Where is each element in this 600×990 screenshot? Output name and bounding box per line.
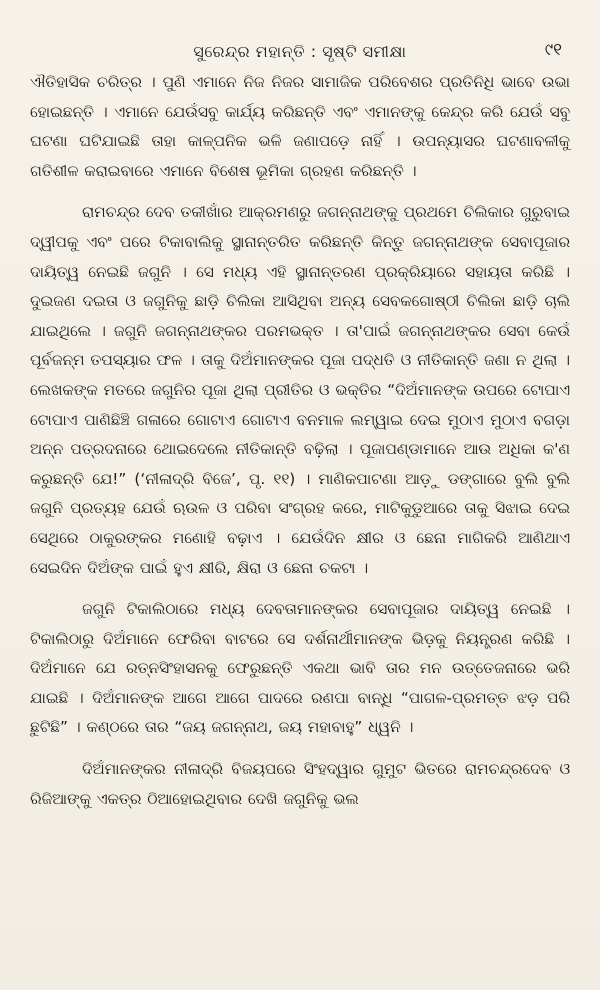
page-header <box>30 38 570 68</box>
running-title: ସୁରେନ୍ଦ୍ର ମହାନ୍ତି : ସୃଷ୍ଟି ସମୀକ୍ଷା <box>193 42 407 61</box>
paragraph-1: ଐତିହାସିକ ଚରିତ୍ର । ପୁଣି ଏମାନେ ନିଜ ନିଜର ସାମାଜିକ ପରିବେଶର ପ୍ରତିନିଧି ଭାବେ ଉଭା ହୋଇଛନ୍ତି । ଏମାନେ ଯେଉଁସବୁ କାର୍ଯ୍ୟ କରିଛନ୍ତି ଏବଂ ଏମାନଙ୍କୁ କେନ୍ଦ୍ର କରି ଯେଉଁ ସବୁ ଘଟଣା ଘଟିଯାଇଛି ତାହା କାଳ୍ପନିକ ଭଳି ଜଣାପଡ଼େ ନାହିଁ । ଉପନ୍ୟାସର ଘଟଣାବଳୀକୁ ଗତିଶୀଳ କରାଇବାରେ ଏମାନେ ବିଶେଷ ଭୂମିକା ଗ୍ରହଣ କରିଛନ୍ତି । <box>30 73 570 180</box>
paragraph-3: ଜଗୁନି ଟିକାଲିଠାରେ ମଧ୍ୟ ଦେବତାମାନଙ୍କର ସେବାପୂଜାର ଦାୟିତ୍ୱ ନେଇଛି । ଟିକାଲିଠାରୁ ଦିଅଁମାନେ ଫେରିବା ବାଟରେ ସେ ଦର୍ଶନାର୍ଥୀମାନଙ୍କ ଭିଡ଼କୁ ନିୟନ୍ତ୍ରଣ କରିଛି । ଦିଅଁମାନେ ଯେ ରତ୍ନସିଂହାସନକୁ ଫେରୁଛନ୍ତି ଏକଥା ଭାବି ତାର ମନ ଉତ୍ତେଜନାରେ ଭରି ଯାଇଛି । ଦିଅଁମାନଙ୍କ ଆଗେ ଆଗେ ପାଦରେ ରଣପା ବାନ୍ଧି “ପାଗଳ-ପ୍ରମତ୍ତ ଝଡ଼ ପରି ଛୁଟିଛି” । କଣ୍ଠରେ ତାର “ଜୟ ଜଗନ୍ନାଥ, ଜୟ ମହାବାହୁ” ଧ୍ୱନି । <box>30 600 570 737</box>
page-number: ୯୧ <box>544 40 562 60</box>
paragraph-2: ରାମଚନ୍ଦ୍ର ଦେବ ତକୀଖାଁର ଆକ୍ରମଣରୁ ଜଗନ୍ନାଥଙ୍କୁ ପ୍ରଥମେ ଚିଲିକାର ଗୁରୁବାଇ ଦ୍ୱୀପକୁ ଏବଂ ପରେ ଟିକାବାଲିକୁ ସ୍ଥାନାନ୍ତରିତ କରିଛନ୍ତି କିନ୍ତୁ ଜଗନ୍ନାଥଙ୍କ ସେବାପୂଜାର ଦାୟିତ୍ୱ ନେଇଛି ଜଗୁନି । ସେ ମଧ୍ୟ ଏହି ସ୍ଥାନାନ୍ତରଣ ପ୍ରକ୍ରିୟାରେ ସହାୟତା କରିଛି । ଦୁଇଜଣ ଦଇତା ଓ ଜଗୁନିକୁ ଛାଡ଼ି ଚିଲିକା ଆସିଥିବା ଅନ୍ୟ ସେବକଗୋଷ୍ଠୀ ଚିଲିକା ଛାଡ଼ି ଚାଲି ଯାଇଥିଲେ । ଜଗୁନି ଜଗନ୍ନାଥଙ୍କର ପରମଭକ୍ତ । ତା'ପାଇଁ ଜଗନ୍ନାଥଙ୍କର ସେବା କେଉଁ ପୂର୍ବଜନ୍ମ ତପସ୍ୟାର ଫଳ । ତାକୁ ଦିଅଁମାନଙ୍କର ପୂଜା ପଦ୍ଧତି ଓ ନୀତିକାନ୍ତି ଜଣା ନ ଥିଲା । ଲେଖକଙ୍କ ମତରେ ଜଗୁନିର ପୂଜା ଥିଲା ପ୍ରୀତିର ଓ ଭକ୍ତିର “ଦିଅଁମାନଙ୍କ ଉପରେ ଟୋପାଏ ଟୋପାଏ ପାଣିଛିଞ୍ଚି ଗଳାରେ ଗୋଟାଏ ଗୋଟାଏ ବନମାଳ ଲମ୍ୱାଇ ଦେଇ ମୁଠାଏ ମୁଠାଏ ବଗଡ଼ା ଅନ୍ନ ପତ୍ରଦନାରେ ଥୋଇଦେଲେ ନୀତିକାନ୍ତି ବଢ଼ିଲା । ପୂଜାପଣ୍ଡାମାନେ ଆଉ ଅଧିକା କ'ଣ କରୁଛନ୍ତି ଯେ!” (‘ନୀଳାଦ୍ରି ବିଜେ’, ପୃ. ୧୧) । ମାଣିକପାଟଣା ଆଡ଼ୁ ଡଙ୍ଗାରେ ବୁଲି ବୁଲି ଜଗୁନି ପ୍ରତ୍ୟହ ଯେଉଁ ଋଉଳ ଓ ପରିବା ସଂଗ୍ରହ କରେ, ମାଟିକୁଡୁଆରେ ତାକୁ ସିଝାଇ ଦେଇ ସେଥିରେ ଠାକୁରଙ୍କର ମଣୋହି ବଢ଼ାଏ । ଯେଉଁଦିନ କ୍ଷୀର ଓ ଛେନା ମାଗିକରି ଆଣିଥାଏ ସେଇଦିନ ଦିଅଁଙ୍କ ପାଇଁ ହୁଏ କ୍ଷୀରି, କ୍ଷିରା ଓ ଛେନା ଚକଟା । <box>30 203 570 577</box>
body-text <box>30 68 570 814</box>
paragraph-4: ଦିଅଁମାନଙ୍କର ନୀଳାଦ୍ରି ବିଜୟପରେ ସିଂହଦ୍ୱାର ଗୁମୁଟ ଭିତରେ ରାମଚନ୍ଦ୍ରଦେବ ଓ ରିଜିଆଙ୍କୁ ଏକତ୍ର ଠିଆହୋଇଥିବାର ଦେଖି ଜଗୁନିକୁ ଭଲ <box>30 760 570 808</box>
